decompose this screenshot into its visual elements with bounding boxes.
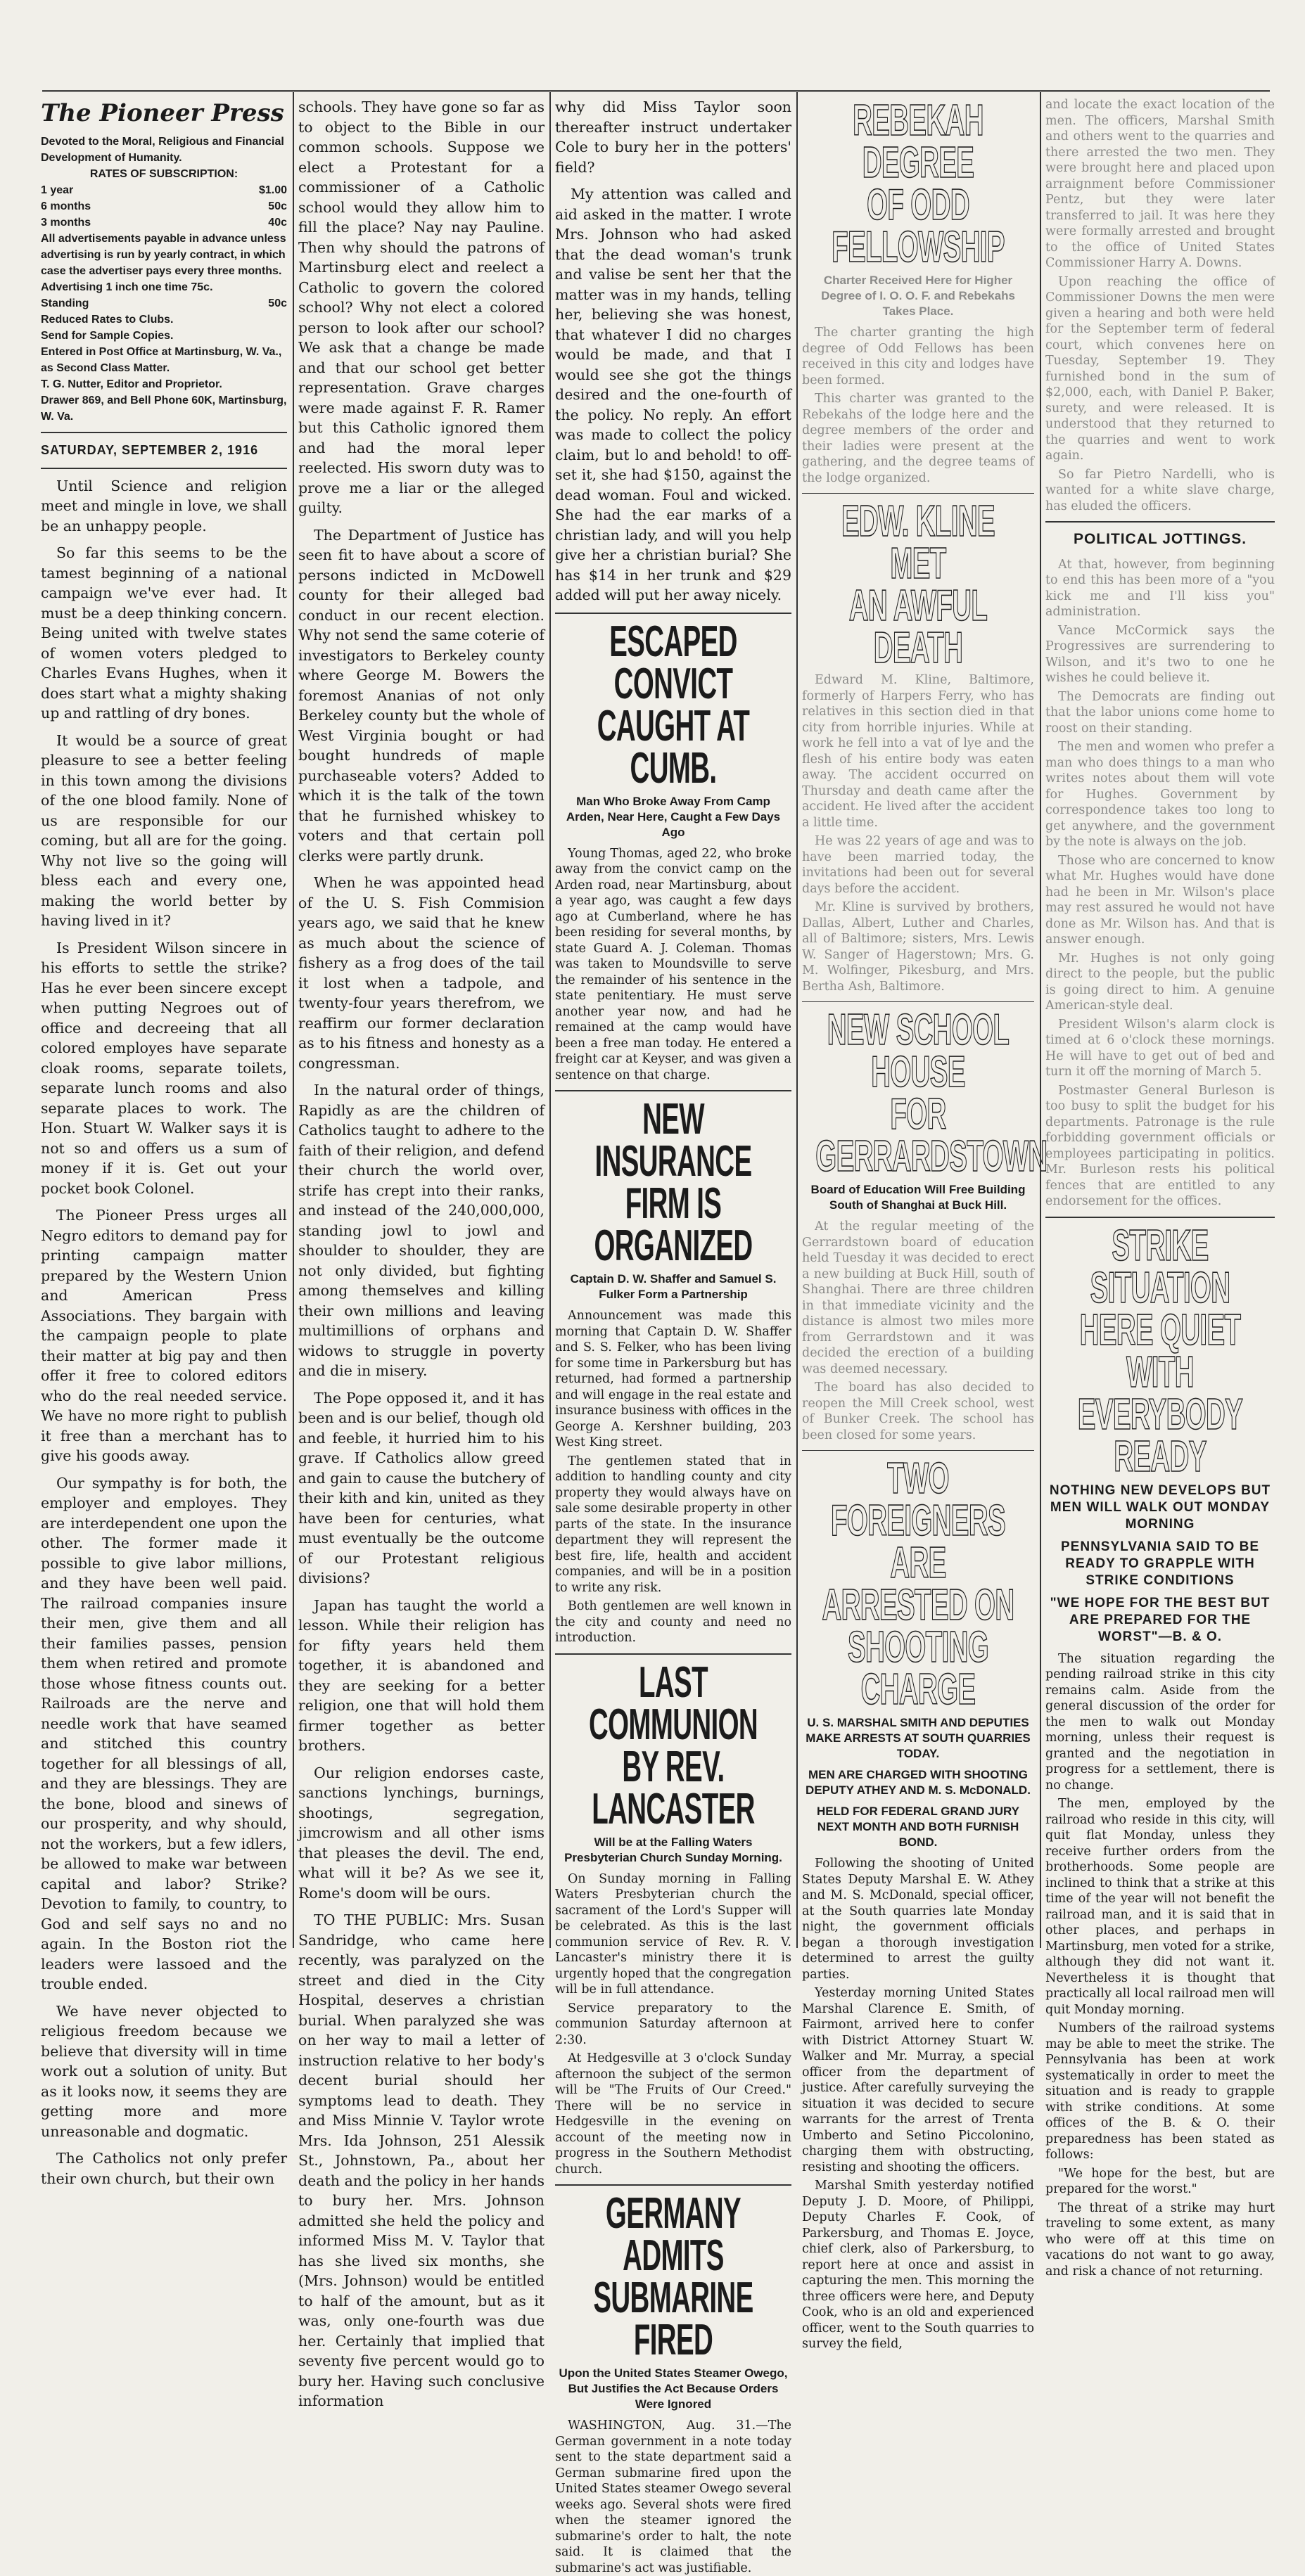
headline-edw-kline: EDW. KLINE MET AN AWFUL DEATH (841, 497, 995, 672)
subhead: Will be at the Falling Waters Presbyterian Church Sunday Morning. (564, 1835, 782, 1864)
subhead: HELD FOR FEDERAL GRAND JURY NEXT MONTH AND BOTH FURNISH BOND. (816, 1805, 1020, 1849)
notice-paragraph: My attention was called and aid asked in the matter. I wrote Mrs. Johnson who had asked that the dead woman's trunk and valise be sent her that the matter was in my hands, telling her, believing she was honest, that whatever I did no charges would be made, and that I would see she got the things desired and the one-fourth of the policy. No reply. An effort was made to collect the policy claim, but lo and behold! to off-set it, she had $150, against the dead woman. Foul and wicked. She had the ear marks of a christian lady, and will you help give her a christian burial? She has $14 in her trunk and $29 added will put her away nicely. (555, 186, 791, 603)
rate-label: 6 months (41, 200, 91, 212)
masthead-line: Entered in Post Office at Martinsburg, W. Va., as Second Class Matter. (41, 346, 282, 374)
notice-paragraph: TO THE PUBLIC: Mrs. Susan Sandridge, who came here recently, was paralyzed on the street and died in the City Hospital, deserves a christian burial. When paralyzed she was on her way to mail a letter of instruction relative to her body's decent burial should her symptoms lead to death. They and Miss Minnie V. Taylor wrote Mrs. Ida Johnson, 251 Alessik St., Johnstown, Pa., about her death and the policy in her hands to bury her. Mrs. Johnson admitted she held the policy and informed Miss M. V. Taylor that has she lived six months, she (Mrs. Johnson) would be entitled to half of the amount, but as it was, only one-fourth was due her. Certainly that implied that seventy five percent would go to bury her. Having such conclusive information (298, 1911, 545, 2409)
column-rule (549, 91, 551, 1948)
divider (802, 1450, 1034, 1451)
subhead: Captain D. W. Shaffer and Samuel S. Fulker Form a Partnership (570, 1272, 777, 1301)
article-body: The charter granting the high degree of Odd Fellows has been received in this city and lodges have been formed. This charter was granted to the Rebekahs of the lodge here and the degree members of the order and their ladies were present at the gathering, and the degree teams of the lodge organized. (802, 326, 1034, 485)
headline-strike-situation: STRIKE SITUATION HERE QUIET WITH EVERYBODY READY (1077, 1221, 1243, 1481)
editorial-paragraph: Our sympathy is for both, the employer and employes. They are interdependent one upon the other. The former made it possible to give labor millions, and they have been well paid. The railroad companies insure their men, give them and all their families passes, pension them when retired and promote those whose fitness counts out. Railroads are the nerve and needle work that have seamed and stitched this country together for all blessings of all, and they are blessings. They are the bone, blood and sinews of our prosperity, and why should, not the workers, but a few idlers, be allowed to make war between capital and labor? Strike? Devotion to family, to country, to God and self says no and no again. In the Boston riot the leaders were lassoed and the trouble ended. (41, 1474, 287, 1992)
notice-paragraph: why did Miss Taylor soon thereafter instruct undertaker Cole to bury her in the potters' field? (555, 98, 791, 176)
jotting: President Wilson's alarm clock is timed at 6 o'clock these mornings. He will have to get out of bed and turn it off the morning of March 5. (1045, 1017, 1275, 1079)
issue-date: SATURDAY, SEPTEMBER 2, 1916 (41, 443, 259, 457)
rate-label: Standing (41, 297, 89, 309)
editorial-paragraph: Is President Wilson sincere in his efforts to settle the strike? Has he ever been sincere except when putting Negroes out of office and decreeing that all colored employes have separate cloak rooms, separate toilets, separate lunch rooms and also separate places to work. The Hon. Stuart W. Walker says it is not so and offers us a sum of money if it is. Get out your pocket book Colonel. (41, 939, 287, 1197)
jotting: Vance McCormick says the Progressives are surrendering to Wilson, and it's two to one he wishes he could believe it. (1045, 623, 1275, 685)
masthead-line: Drawer 869, and Bell Phone 60K, Martinsburg, W. Va. (41, 395, 287, 423)
jottings-list (1045, 557, 1275, 1210)
jotting: Those who are concerned to know what Mr. Hughes would have done had he been in Mr. Wilson's place may rest assured he would not have done as Mr. Wilson has. And that is answer enough. (1045, 853, 1275, 947)
rate-row (41, 295, 287, 312)
editorial-paragraph: The Department of Justice has seen fit to have about a score of persons indicted in McDowell county for their alleged bad conduct in our recent election. Why not send the same coterie of investigators to Berkeley county where George M. Bowers the foremost Ananias of not only Berkeley county but the whole of West Virginia bought or had bought hundreds of maple purchaseable voters? Added to which it is the talk of the town that he furnished whiskey to voters and that certain poll clerks were partly drunk. (298, 526, 545, 864)
masthead-line: Advertising 1 inch one time 75c. (41, 281, 213, 293)
rate-label: 1 year (41, 184, 74, 196)
rate-price: $1.00 (258, 184, 287, 196)
divider (555, 1653, 791, 1655)
editorial-paragraph: So far this seems to be the tamest beginning of a national campaign we've ever had. It must be a deep thinking concern. Being united with twelve states of women voters pledged to Charles Evans Hughes, when it does start what a mighty shaking up and rattling of dry bones. (41, 544, 287, 722)
divider (41, 468, 287, 469)
editorial-paragraph: Japan has taught the world a lesson. While their religion has for fifty years held them together, it is abandoned and they are seeking for a better religion, one that will hold them firmer together as better brothers. (298, 1596, 545, 1754)
editorial-paragraph: schools. They have gone so far as to object to the Bible in our common schools. Suppose we elect a Protestant for a commissioner of a Catholic school would they allow him to fill the place? Nay nay Pauline. Then why should the patrons of Martinsburg elect and reelect a Catholic to govern the colored school? Why not elect a colored person to look after our school? We ask that a change be made and that our school get better representation. Grave charges were made against F. R. Ramer but this Catholic ignored them and had the moral leper reelected. His sworn duty was to prove me a liar or the alleged guilty. (298, 98, 545, 516)
masthead-line: Devoted to the Moral, Religious and Financial Development of Humanity. (41, 136, 284, 164)
editorial-paragraph: Our religion endorses caste, sanctions lynchings, burnings, shootings, segregation, jimcrowism and all other isms that pleases the devil. The end, what will it be? As we see it, Rome's doom will be ours. (298, 1764, 545, 1902)
jotting: The Democrats are finding out that the labor unions come home to roost on their standing. (1045, 689, 1275, 736)
editorial-paragraph: It would be a source of great pleasure to see a better feeling in this town among the divisions of the one blood family. None of us are responsible for our coming, but all are for the going. Why not live so the going will bless each and every one, making the world better by having lived in it? (41, 731, 287, 929)
article-body: and locate the exact location of the men. The officers, Marshal Smith and others went to the quarries and there arrested the two men. They were brought here and placed upon arraignment before Commissioner Pentz, but they were later transferred to jail. It was here they were formally arrested and brought to the office of United States Commissioner Harry A. Downs. Upon reaching the office of Commissioner Downs the men were given a hearing and both were held for the September term of federal court, which convenes here on Tuesday, September 19. They furnished bond in the sum of $2,000, each, with Daniel P. Baker, surety, and were released. It is understood that they returned to the quarries and went to work again. So far Pietro Nardelli, who is wanted for a white slave charge, has eluded the officers. (1045, 98, 1275, 513)
subhead: Man Who Broke Away From Camp Arden, Near Here, Caught a Few Days Ago (566, 794, 781, 839)
rate-row (41, 198, 287, 214)
headline-escaped-convict: ESCAPED CONVICT CAUGHT AT CUMB. (597, 617, 750, 793)
article-body: Young Thomas, aged 22, who broke away from the convict camp on the Arden road, near Martinsburg, about a year ago, was caught a few days ago at Cumberland, where he has been residing for several months, by state Guard A. J. Coleman. Thomas was taken to Moundsville to serve the remainder of his sentence in the state penitentiary. He must serve another year now, and had he remained at the camp would have been a free man today. He entered a freight car at Keyser, and was given a sentence on that charge. (555, 846, 791, 1082)
masthead-line: Send for Sample Copies. (41, 330, 174, 342)
headline-rebekah-degree: REBEKAH DEGREE OF ODD FELLOWSHIP (832, 96, 1005, 271)
rate-price: 40c (268, 217, 287, 229)
divider (1045, 1217, 1275, 1218)
article-body: On Sunday morning in Falling Waters Presbyterian church the sacrament of the Lord's Supper will be celebrated. As this is the last communion service of Rev. R. V. Lancaster's ministry there it is urgently hoped that the congregation will be in full attendance. Service preparatory to the communion Saturday afternoon at 2:30. At Hedgesville at 3 o'clock Sunday afternoon the subject of the sermon will be "The Fruits of Our Creed." There will be no service in Hedgesville in the evening on account of the meeting now in progress in the Southern Methodist church. (555, 1871, 791, 2177)
column-rule (1040, 91, 1041, 1948)
article-body: Edward M. Kline, Baltimore, formerly of Harpers Ferry, who has relatives in this section died in that city from horrible injuries. While at work he fell into a vat of lye and the flesh of his entire body was eaten away. The accident occurred on Thursday and death came after the accident. He lived after the accident a little time. He was 22 years of age and was to have been married today, the invitations had been out for several days before the accident. Mr. Kline is survived by brothers, Dallas, Albert, Luther and Charles, all of Baltimore; sisters, Mrs. Lewis W. Sanger of Hagerstown; Mrs. G. M. Wolfinger, Pikesburg, and Mrs. Bertha Ash, Baltimore. (802, 673, 1034, 994)
divider (555, 2184, 791, 2186)
jotting: The men and women who prefer a man who does things to a man who writes notes about them will vote for Hughes. Government by correspondence takes too long to get anywhere, and the government by the note is always on the job. (1045, 740, 1275, 849)
column-1 (41, 97, 287, 2187)
column-3 (555, 97, 791, 2575)
column-rule (293, 91, 294, 1948)
editorial-paragraph: The Pioneer Press urges all Negro editors to demand pay for printing campaign matter prepared by the Western Union and American Press Associations. They bargain with the campaign people to plate their matter at big pay and then offer it free to colored editors who do the real needed service. We have no more right to publish it free than a merchant has to give his goods away. (41, 1207, 287, 1464)
top-rule (42, 90, 1270, 92)
masthead (41, 97, 287, 425)
subhead: Upon the United States Steamer Owego, But Justifies the Act Because Orders Were Ignored (559, 2366, 788, 2411)
subhead: "WE HOPE FOR THE BEST BUT ARE PREPARED FOR THE WORST"—B. & O. (1050, 1595, 1271, 1644)
subhead: MEN ARE CHARGED WITH SHOOTING DEPUTY ATHEY AND M. S. McDONALD. (806, 1768, 1031, 1797)
masthead-line: T. G. Nutter, Editor and Proprietor. (41, 378, 222, 390)
section-heading: POLITICAL JOTTINGS. (1073, 531, 1247, 547)
editorial-paragraph: When he was appointed head of the U. S. Fish Commision years ago, we said that he knew as much about the science of fishery as a frog does of the tail it lost when a tadpole, and twenty-four years therefrom, we reaffirm our former declaration as to his fitness and honesty as a congressman. (298, 874, 545, 1072)
subhead: Board of Education Will Free Building South of Shanghai at Buck Hill. (810, 1183, 1026, 1212)
rate-label: 3 months (41, 217, 91, 229)
masthead-line: Reduced Rates to Clubs. (41, 314, 174, 326)
headline-new-insurance: NEW INSURANCE FIRM IS ORGANIZED (594, 1095, 753, 1270)
editorial-paragraph: In the natural order of things, Rapidly as are the children of Catholics taught to adhere to the faith of their religion, and defend their church the world over, strife has crept into their ranks, and instead of the 240,000,000, standing jowl to jowl and shoulder to shoulder, they are not only divided, but fighting among themselves and killing their own millions and leaving multimillions of orphans and widows to struggle in poverty and die in misery. (298, 1082, 545, 1379)
article-body: Following the shooting of United States Deputy Marshal E. W. Athey and M. S. McDonald, special officer, at the South quarries late Monday night, the government officials began a thorough investigation determined to arrest the guilty parties. Yesterday morning United States Marshal Clarence E. Smith, of Fairmont, arrived here to confer with District Attorney Stuart W. Walker and Mr. Murray, a special officer from the department of justice. After carefully surveying the situation it was decided to secure warrants for the arrest of Trenta Umberto and Setino Piccolonino, charging them with obstructing, resisting and shooting the officers. Marshal Smith yesterday notified Deputy J. D. Moore, of Philippi, Deputy Charles F. Cook, of Parkersburg, and Thomas E. Joyce, chief clerk, also of Parkersburg, to report here at once and assist in capturing the men. This morning the three officers were here, and Deputy Cook, who is an old and experienced officer, went to the South quarries to survey the field, (802, 1857, 1034, 2351)
column-5 (1045, 97, 1275, 2279)
jotting: At that, however, from beginning to end this has been more of a "you kick me and I'll kiss you" administration. (1045, 557, 1275, 619)
rate-row (41, 182, 287, 198)
divider (555, 613, 791, 614)
article-body: At the regular meeting of the Gerrardstown board of education held Tuesday it was decided to erect a new building at Buck Hill, south of Shanghai. There are three children in that immediate vicinity and the distance is almost two miles more from Gerrardstown and it was decided the erection of a building was deemed necessary. The board has also decided to reopen the Mill Creek school, west of Bunker Creek. The school has been closed for some years. (802, 1219, 1034, 1442)
divider (802, 493, 1034, 494)
rate-price: 50c (268, 200, 287, 212)
masthead-line: RATES OF SUBSCRIPTION: (89, 168, 238, 180)
editorial-paragraph: We have never objected to religious freedom because we believe that diversity will in time work out a solution of unity. But as it looks now, it seems they are getting more and more unreasonable and dogmatic. (41, 2002, 287, 2140)
subhead: PENNSYLVANIA SAID TO BE READY TO GRAPPLE WITH STRIKE CONDITIONS (1061, 1539, 1259, 1588)
rate-price: 50c (268, 297, 287, 309)
editorial-paragraph: The Pope opposed it, and it has been and is our belief, though old and feeble, it hurried him to his grave. If Catholics allow greed and gain to cause the butchery of their kith and kin, united as they have been for centuries, what must eventually be the outcome of our Protestant religious divisions? (298, 1389, 545, 1587)
headline-germany-admits: GERMANY ADMITS SUBMARINE FIRED (593, 2189, 753, 2364)
headline-two-foreigners: TWO FOREIGNERS ARE ARRESTED ON SHOOTING CHARGE (822, 1454, 1014, 1714)
column-2 (298, 97, 545, 2409)
article-body: The situation regarding the pending railroad strike in this city remains calm. Aside from the general discussion of the order for the men to walk out Monday morning, unless their request is granted and the negotiation in progress for a settlement, there is no change. The men, employed by the railroad who reside in this city, will quit flat Monday, unless they receive further orders from the brotherhoods. Some people are inclined to think that a strike at this time of the year will not benefit the railroad man, and it is said that in other places, and perhaps in Martinsburg, men voted for a strike, although they did not want it. Nevertheless it is thought that practically all local railroad men will quit Monday morning. Numbers of the railroad systems may be able to meet the strike. The Pennsylvania has been at work systematically in order to meet the situation and is ready to grapple with strike conditions. At some offices of the B. & O. their preparedness has been stated as follows: "We hope for the best, but are prepared for the worst." The threat of a strike may hurt traveling to some extent, as many who were off at this time on vacations do not want to go away, and risk a chance of not returning. (1045, 1651, 1275, 2279)
divider (41, 432, 287, 433)
subhead: Charter Received Here for Higher Degree of I. O. O. F. and Rebekahs Takes Place. (821, 274, 1015, 318)
subhead: NOTHING NEW DEVELOPS BUT MEN WILL WALK OUT MONDAY MORNING (1049, 1482, 1271, 1532)
jotting: Postmaster General Burleson is too busy to split the budget for his departments. Patronage is the rule forbidding government officials or employees participating in politics. Mr. Burleson rests his political fences that are entitled to any endorsement for the offices. (1045, 1083, 1275, 1208)
divider (555, 1090, 791, 1091)
headline-new-school-house: NEW SCHOOL HOUSE FOR GERRARDSTOWN (815, 1006, 1048, 1181)
masthead-line: All advertisements payable in advance unless advertising is run by yearly contract, in which case the advertiser pays every three months. (41, 233, 286, 277)
column-4 (802, 96, 1048, 2351)
subhead: U. S. MARSHAL SMITH AND DEPUTIES MAKE ARRESTS AT SOUTH QUARRIES TODAY. (806, 1716, 1031, 1760)
rate-row (41, 214, 287, 231)
headline-last-communion: LAST COMMUNION BY REV. LANCASTER (589, 1658, 758, 1833)
divider (802, 1001, 1034, 1002)
divider (1045, 521, 1275, 523)
column-rule (796, 91, 798, 1948)
editorial-paragraph: Until Science and religion meet and mingle in love, we shall be an unhappy people. (41, 477, 287, 534)
article-body: Announcement was made this morning that Captain D. W. Shaffer and S. S. Felker, who has been living for some time in Parkersburg but has returned, had formed a partnership and will engage in the real estate and insurance business with offices in the George A. Kershner building, 203 West King street. The gentlemen stated that in addition to handling county and city property they would always have on sale some desirable property in other parts of the state. In the insurance department they will represent the best fire, life, health and accident companies, and will be in a position to write any risk. Both gentlemen are well known in the city and county and need no introduction. (555, 1309, 791, 1645)
masthead-title: The Pioneer Press (41, 99, 284, 127)
article-body: WASHINGTON, Aug. 31.—The German government in a note today sent to the state department said a German submarine fired upon the United States steamer Owego several weeks ago. Several shots were fired when the steamer ignored the submarine's order to halt, the note said. It is claimed that the submarine's act was justifiable. (555, 2418, 791, 2575)
editorial-paragraph: The Catholics not only prefer their own church, but their own (41, 2150, 287, 2187)
jotting: Mr. Hughes is not only going direct to the people, but the public is going direct to him. A genuine American-style deal. (1045, 951, 1275, 1013)
